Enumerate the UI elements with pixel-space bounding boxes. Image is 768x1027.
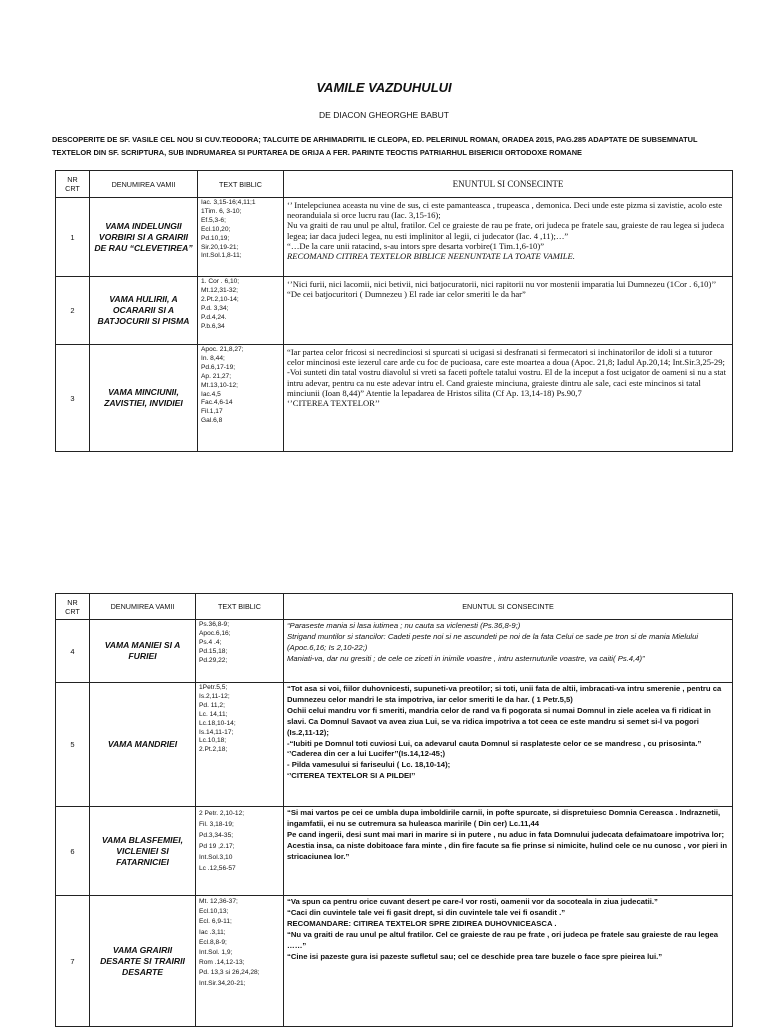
- bible-ref: Int.Sir.34,20-21;: [199, 979, 246, 987]
- table-row: [56, 896, 733, 1027]
- row-nr: 6: [56, 807, 90, 896]
- enuntul-cell: [284, 198, 733, 277]
- bible-ref: Is.2,11-12;: [199, 692, 230, 700]
- header-name: DENUMIREA VAMII: [90, 171, 198, 198]
- bible-ref: Iac.4,5: [201, 390, 221, 398]
- bible-refs: [198, 277, 284, 345]
- enuntul-cell: [284, 345, 733, 452]
- bible-ref: Pd 19 ,2.17;: [199, 843, 235, 850]
- row-nr: 3: [56, 345, 90, 452]
- enuntul-paragraph: “Iar partea celor fricosi si necredinciosi si spurcati si ucigasi si desfranati si fermecatori si inchinatorilor de idoli si a tuturor celor mincinosi este iezerul care arde cu foc de pucioasa, care este moartea a doua (Apoc. 21,8; Iadul Ap.20,14; Int.Sir.3,25-29;: [287, 347, 725, 368]
- enuntul-cell: [284, 896, 733, 1027]
- bible-ref: 2 Petr. 2,10-12;: [199, 810, 245, 817]
- table-header-row: [56, 171, 733, 198]
- enuntul-paragraph: “Caci din cuvintele tale vei fi gasit drept, si din cuvintele tale vei fi osandit .”: [287, 907, 566, 917]
- bible-ref: Lc.18,10-14;: [199, 719, 236, 727]
- enuntul-paragraph: ‘’Nici furii, nici lacomii, nici betivii, nici batjocuratorii, nici rapitorii nu vor mostenii imparatia lui Dumnezeu (1Cor . 6,10)’’: [287, 279, 717, 289]
- vami-table-2: [55, 593, 733, 1027]
- enuntul-paragraph: “Va spun ca pentru orice cuvant desert pe care-l vor rosti, oamenii vor da socoteala in ziua judecatii.”: [287, 897, 658, 906]
- header-enuntul: ENUNTUL SI CONSECINTE: [284, 171, 733, 198]
- vama-name: VAMA MANIEI SI A FURIEI: [90, 620, 196, 683]
- bible-ref: Sir.20,19-21;: [201, 243, 239, 251]
- bible-ref: Ecl.10,20;: [201, 225, 231, 233]
- bible-ref: Ap. 21,27;: [201, 372, 232, 380]
- enuntul-cell: [284, 683, 733, 807]
- table-row: [56, 277, 733, 345]
- enuntul-paragraph: Strigand muntilor si stancilor: Cadeti peste noi si ne ascundeti pe noi de la fata Celui ce sade pe tron si de mania Mielului (Apoc.6,16; Is 2,10-22;): [287, 631, 699, 652]
- table-row: [56, 620, 733, 683]
- bible-ref: Pd. 13,3 si 26,24,28;: [199, 969, 260, 977]
- enuntul-paragraph: “Cine isi pazeste gura isi pazeste sufletul sau; cel ce deschide prea tare buzele o face spre pieirea lui.”: [287, 951, 663, 961]
- bible-ref: Ecl.8,8-9;: [199, 938, 227, 946]
- bible-refs: [196, 807, 284, 896]
- enuntul-paragraph: “Tot asa si voi, fiilor duhovnicesti, supuneti-va preotilor; si toti, unii fata de altii, imbracati-va intru smerenie , pentru ca Dumnezeu celor mandri le sta impotriva, iar celor smeriti le da har. ( 1 Petr.5,5): [287, 684, 722, 704]
- enuntul-cell: [284, 807, 733, 896]
- bible-ref: Gal.6,8: [201, 417, 223, 425]
- bible-ref: Int.Sol.3,10: [199, 854, 233, 861]
- bible-ref: Apoc. 21,8,27;: [201, 346, 244, 353]
- bible-ref: Lc. 14,11;: [199, 710, 228, 718]
- bible-ref: 1Tim. 6, 3-10;: [201, 207, 242, 215]
- bible-refs: [196, 683, 284, 807]
- table-row: [56, 807, 733, 896]
- row-nr: 1: [56, 198, 90, 277]
- bible-refs: [198, 345, 284, 452]
- bible-ref: Pd.29,22;: [199, 656, 228, 664]
- enuntul-paragraph: “Paraseste mania si lasa iutimea ; nu cauta sa viclenesti (Ps.36,8-9;): [287, 621, 521, 630]
- bible-ref: Fil. 3,18-19;: [199, 821, 234, 828]
- document-title: VAMILE VAZDUHULUI: [316, 80, 452, 95]
- bible-ref: 1Petr.5,5;: [199, 684, 228, 691]
- bible-ref: Rom .14,12-13;: [199, 959, 245, 967]
- vama-name: VAMA BLASFEMIEI, VICLENIEI SI FATARNICIEI: [90, 807, 196, 896]
- vama-name: VAMA INDELUNGII VORBIRI SI A GRAIRII DE RAU “CLEVETIREA”: [90, 198, 198, 277]
- bible-ref: 1. Cor . 6,10;: [201, 278, 240, 285]
- table-header-row: [56, 594, 733, 620]
- header-nr: NR CRT: [56, 171, 90, 198]
- bible-ref: 2.Pt.2,18;: [199, 746, 228, 754]
- enuntul-paragraph: -“Iubiti pe Domnul toti cuviosi Lui, ca adevarul cauta Domnul si rasplateste celor ce se mandresc , cu prisosinta.” ‘’Caderea din cer a lui Lucifer’’(Is.14,12-45;): [287, 738, 702, 759]
- vama-name: VAMA MANDRIEI: [90, 683, 196, 807]
- vama-name: VAMA HULIRII, A OCARARII SI A BATJOCURII SI PISMA: [90, 277, 198, 345]
- header-text: TEXT BIBLIC: [196, 594, 284, 620]
- bible-ref: Ps.36,8-9;: [199, 621, 230, 628]
- enuntul-paragraph: Nu va graiti de rau unul pe altul, fratilor. Cel ce graieste de rau pe frate, ori judeca pe fratele sau, graieste de rau legea si judeca legea; iar daca judeci legea, nu esti implinitor al legii, ci judecator (Iac. 4 ,11);…”: [287, 220, 725, 241]
- bible-ref: Int.Sol.1,8-11;: [201, 252, 242, 260]
- bible-ref: P.b.6,34: [201, 322, 225, 330]
- bible-ref: Apoc.6,16;: [199, 629, 231, 637]
- bible-ref: Pd.3,34-35;: [199, 832, 234, 839]
- enuntul-paragraph: Maniati-va, dar nu gresiti ; de cele ce ziceti in inimile voastre , intru asternuturile voastre, va caiti( Ps.4,4)”: [287, 653, 645, 663]
- bible-ref: Lc .12,56-57: [199, 865, 236, 872]
- header-text: TEXT BIBLIC: [198, 171, 284, 198]
- bible-ref: Int.Sol. 1,9;: [199, 949, 233, 957]
- document-author: DE DIACON GHEORGHE BABUT: [319, 110, 449, 120]
- enuntul-paragraph: “De cei batjocuritori ( Dumnezeu ) El rade iar celor smeriti le da har”: [287, 289, 526, 300]
- enuntul-paragraph: “Si mai vartos pe cei ce umbla dupa imboldirile carnii, in pofte spurcate, si dispretuiesc Domnia Cereasca . Indraznetii, ingamfatii, ei nu se cutremura sa huleasca maririle ( Din cer) Lc.11,44: [287, 808, 721, 828]
- enuntul-paragraph: Acestia insa, ca niste dobitoace fara minte , din fire facute sa fie prinse si nimicite, hulind cele ce nu cunosc , vor pieri in stricaciunea lor.”: [287, 840, 728, 861]
- bible-ref: Pd.6,17-19;: [201, 363, 236, 371]
- enuntul-paragraph: “…De la care unii ratacind, s-au intors spre desarta vorbire(1 Tim.1,6-10)”: [287, 240, 545, 251]
- enuntul-paragraph: Ochii celui mandru vor fi smeriti, mandria celor de rand va fi pogorata si numai Domnul in ziele acelea va fi ridicat in slavi. Ca Domnul Savaot va avea ziua Lui, se va ridica impotriva a tot ceea ce este mandru si semet si-l va pogori (Is.2,11-12);: [287, 705, 711, 737]
- enuntul-cell: [284, 620, 733, 683]
- bible-ref: Pd. 11,2;: [199, 701, 225, 709]
- bible-ref: Iac .3,11;: [199, 928, 226, 936]
- row-nr: 2: [56, 277, 90, 345]
- bible-refs: [196, 620, 284, 683]
- enuntul-paragraph: - Pilda vamesului si fariseului ( Lc. 18,10-14);: [287, 760, 451, 770]
- enuntul-paragraph: RECOMANDARE: CITIREA TEXTELOR SPRE ZIDIREA DUHOVNICEASCA .: [287, 918, 557, 928]
- vama-name: VAMA GRAIRII DESARTE SI TRAIRII DESARTE: [90, 896, 196, 1027]
- bible-ref: Lc.10,18;: [199, 737, 227, 745]
- bible-ref: Fil.1,17: [201, 408, 223, 416]
- bible-ref: Pd.10,19;: [201, 234, 230, 242]
- bible-ref: Is.14,11-17;: [199, 728, 234, 736]
- enuntul-cell: [284, 277, 733, 345]
- enuntul-recommendation: RECOMAND CITIREA TEXTELOR BIBLICE NEENUNTATE LA TOATE VAMILE.: [287, 251, 575, 262]
- enuntul-paragraph: ‘’ Intelepciunea aceasta nu vine de sus, ci este pamanteasca , trupeasca , demonica. Deci unde este pizma si zavistie, acolo este neoranduiala si orce lucru rau (Iac. 3,15-16);: [287, 200, 723, 221]
- bible-ref: Fac.4,6-14: [201, 399, 233, 407]
- table-row: [56, 683, 733, 807]
- bible-ref: Mt.12,31-32;: [201, 286, 239, 294]
- bible-refs: [198, 198, 284, 277]
- bible-ref: Iac. 3,15-16;4,11;1: [201, 199, 256, 206]
- bible-ref: Ecl. 6,9-11;: [199, 918, 232, 926]
- row-nr: 4: [56, 620, 90, 683]
- enuntul-paragraph: Pe cand ingerii, desi sunt mai mari in marire si in putere , nu aduc in fata Domnului judecata defaimatoare impotriva lor;: [287, 829, 725, 839]
- bible-ref: Ecl.10,13;: [199, 908, 229, 916]
- vami-table-1: [55, 170, 733, 452]
- table-row: [56, 198, 733, 277]
- enuntul-paragraph: “Nu va graiti de rau unul pe altul fratilor. Cel ce graieste de rau pe frate , ori judeca pe fratele sau graieste de rau legea ……”: [287, 929, 719, 950]
- bible-ref: Mt. 12,36-37;: [199, 898, 238, 905]
- bible-ref: P.d. 3,34;: [201, 304, 229, 312]
- bible-ref: Pd.15,18;: [199, 647, 228, 655]
- bible-ref: Mt.13,10-12;: [201, 381, 239, 389]
- enuntul-paragraph: -Voi sunteti din tatal vostru diavolul si vreti sa faceti poftele tatalui vostru. El de la inceput a fost ucigator de oameni si nu a stat intru adevar, pentru ca nu este adevar intru el. Cand graieste minciuna, graieste dintru ale sale, caci este mincinos si tatal minciunii (Ioan 8,44)” Atentie la lepadarea de Hristos silita (Cf Ap. 13,14-18) Ps.90,7: [287, 367, 726, 398]
- row-nr: 5: [56, 683, 90, 807]
- document-intro: DESCOPERITE DE SF. VASILE CEL NOU SI CUV.TEODORA; TALCUITE DE ARHIMADRITIL IE CLEOPA, ED. PELERINUL ROMAN, ORADEA 2015, PAG.285 ADAPTATE DE SUBSEMNATUL TEXTELOR DIN SF. SCRIPTURA, SUB INDRUMAREA SI PURTAREA DE GRIJA A FER. PARINTE TEOCTIS PATRIARHUL BISERICII ORTODOXE ROMANE: [52, 135, 698, 157]
- table-row: [56, 345, 733, 452]
- header-nr: NR CRT: [56, 594, 90, 620]
- bible-ref: 2.Pt.2,10-14;: [201, 295, 239, 303]
- bible-ref: In. 8,44;: [201, 354, 225, 362]
- enuntul-paragraph: ‘’CITEREA TEXTELOR SI A PILDEI’’: [287, 771, 416, 781]
- header-enuntul: ENUNTUL SI CONSECINTE: [284, 594, 733, 620]
- row-nr: 7: [56, 896, 90, 1027]
- bible-ref: P.d.4,24.: [201, 313, 227, 321]
- bible-refs: [196, 896, 284, 1027]
- bible-ref: Ef.5,3-6;: [201, 216, 226, 224]
- header-name: DENUMIREA VAMII: [90, 594, 196, 620]
- enuntul-paragraph: ‘’CITEREA TEXTELOR’’: [287, 398, 380, 409]
- bible-ref: Ps.4 .4;: [199, 638, 222, 646]
- vama-name: VAMA MINCIUNII, ZAVISTIEI, INVIDIEI: [90, 345, 198, 452]
